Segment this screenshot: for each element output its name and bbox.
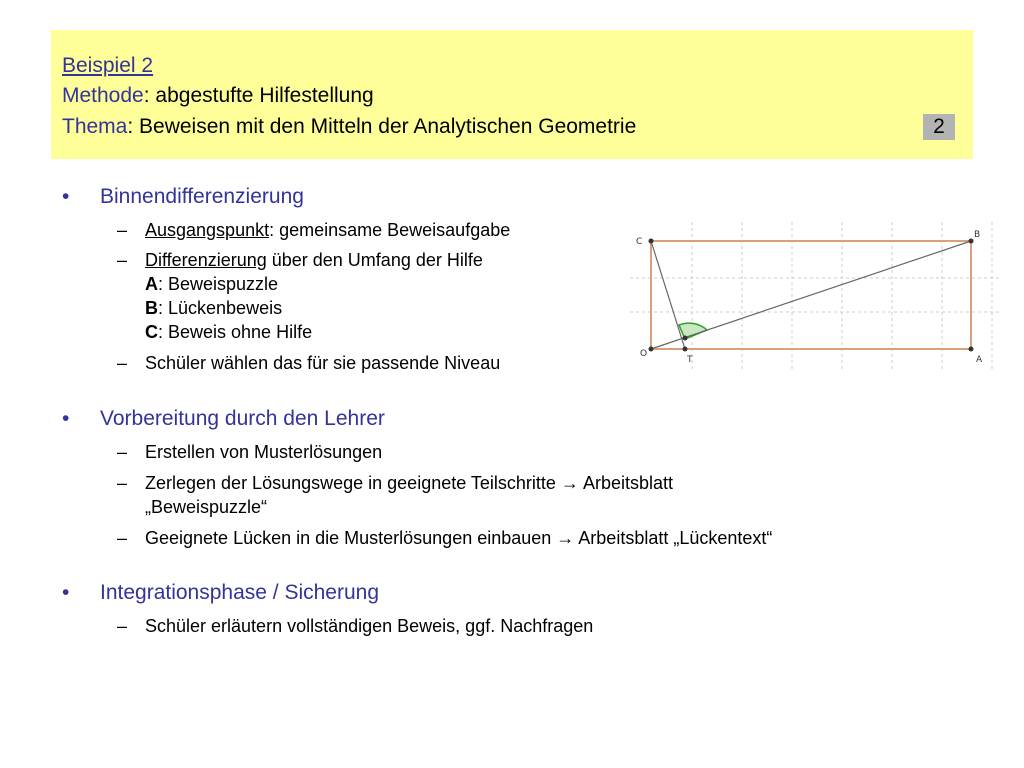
level-a: A: Beweispuzzle <box>145 274 279 294</box>
level-c: C: Beweis ohne Hilfe <box>145 322 313 342</box>
point-o <box>649 347 654 352</box>
method-label: Methode <box>62 84 144 107</box>
page-number-badge: 2 <box>923 114 955 140</box>
item-text: über den Umfang der Hilfe <box>266 250 483 270</box>
diagonal-ob <box>651 241 971 349</box>
section-title: Vorbereitung durch den Lehrer <box>100 407 385 430</box>
item-text: Schüler erläutern vollständigen Beweis, ggf. Nachfragen <box>145 616 594 636</box>
item-label: Differenzierung <box>145 250 267 270</box>
point-foot <box>683 336 688 341</box>
topic-value: : Beweisen mit den Mitteln der Analytischen Geometrie <box>127 115 637 138</box>
title-line-method <box>62 84 374 108</box>
point-b <box>969 239 974 244</box>
topic-label: Thema <box>62 115 128 138</box>
item-text-cont: „Beweispuzzle“ <box>145 497 268 517</box>
label-t: T <box>687 355 693 365</box>
item-text: : gemeinsame Beweisaufgabe <box>269 220 511 240</box>
point-t <box>683 347 688 352</box>
item-text: Geeignete Lücken in die Musterlösungen einbauen → Arbeitsblatt „Lückentext“ <box>145 528 773 548</box>
section-title: Integrationsphase / Sicherung <box>100 581 380 604</box>
title-banner <box>51 30 973 159</box>
item-text: Zerlegen der Lösungswege in geeignete Teilschritte → Arbeitsblatt <box>145 473 673 493</box>
label-c: C <box>636 237 643 247</box>
geometry-figure <box>630 222 1000 372</box>
point-a <box>969 347 974 352</box>
segment-ct <box>651 241 685 349</box>
method-value: : abgestufte Hilfestellung <box>143 84 374 107</box>
section-title: Binnendifferenzierung <box>100 185 304 208</box>
bullet-icon: • <box>62 407 70 430</box>
level-b: B: Lückenbeweis <box>145 298 283 318</box>
item-text: Schüler wählen das für sie passende Niveau <box>145 353 501 373</box>
label-b: B <box>974 230 981 240</box>
bullet-icon: • <box>62 185 70 208</box>
bullet-icon: • <box>62 581 70 604</box>
item-text: Erstellen von Musterlösungen <box>145 442 383 462</box>
title-line-example <box>62 54 153 78</box>
point-c <box>649 239 654 244</box>
label-o: O <box>640 349 648 359</box>
label-a: A <box>976 355 983 365</box>
title-line-topic <box>62 115 636 139</box>
item-label: Ausgangspunkt <box>145 220 270 240</box>
example-link[interactable]: Beispiel 2 <box>62 54 154 77</box>
